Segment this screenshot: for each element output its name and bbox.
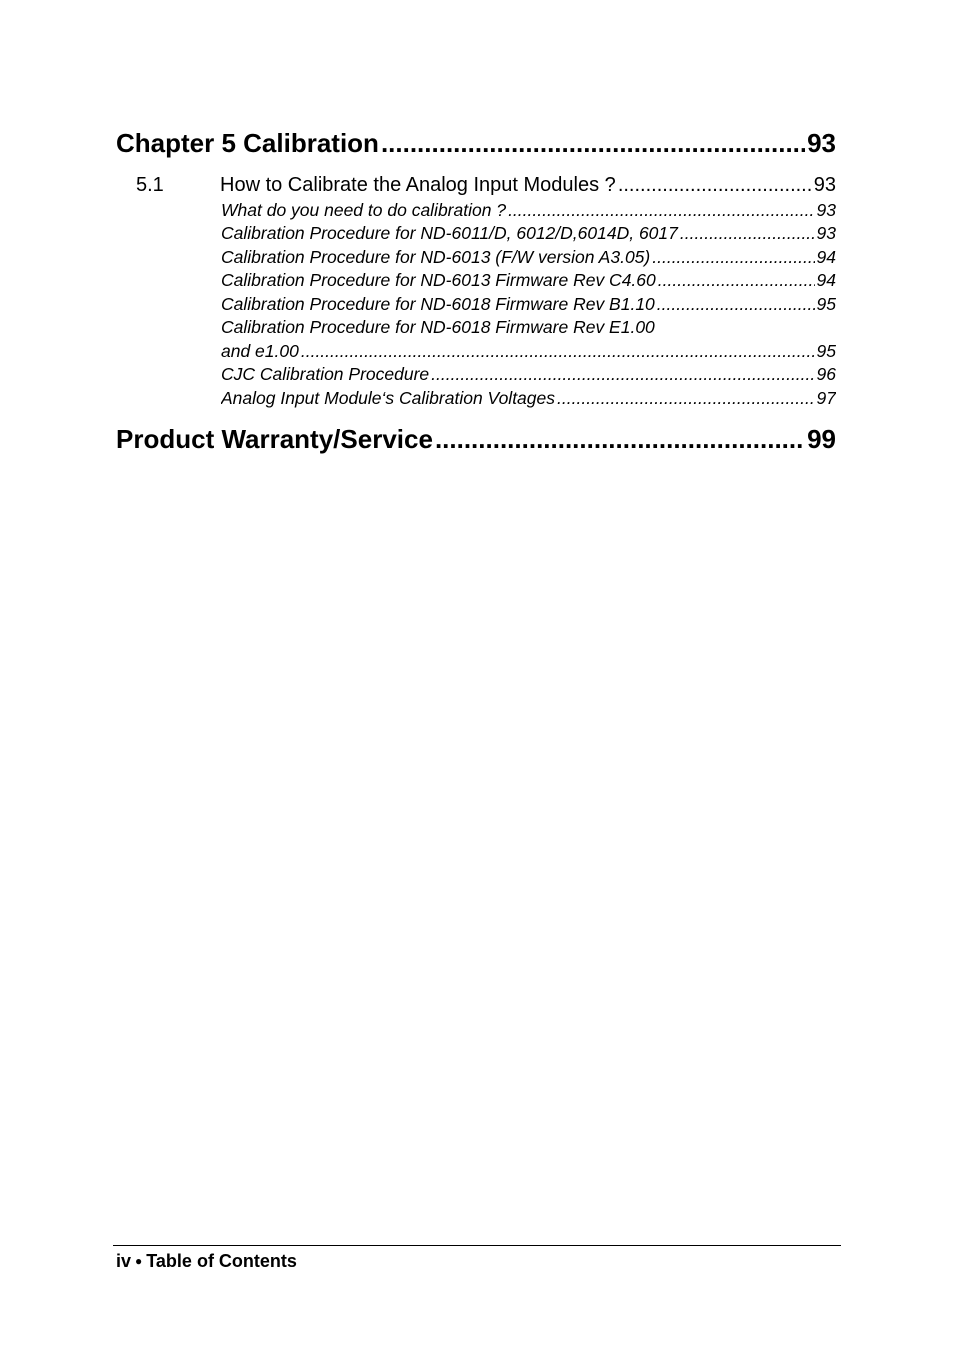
toc-subentry-title: What do you need to do calibration ? [221, 200, 507, 220]
page-footer [116, 1251, 297, 1272]
toc-page-number: 95 [816, 294, 836, 314]
toc-page-number: 94 [816, 247, 836, 267]
dot-leader [618, 174, 812, 197]
dot-leader [381, 128, 805, 159]
toc-page-number: 94 [816, 270, 836, 290]
toc-page-number: 99 [807, 424, 836, 454]
toc-chapter-title: Product Warranty/Service [116, 424, 433, 454]
toc-chapter-title: Chapter 5 Calibration [116, 128, 379, 158]
footer-rule [113, 1245, 841, 1246]
toc-subentry[interactable] [221, 200, 836, 221]
toc-page-number: 93 [813, 174, 836, 196]
toc-subentry-title: Calibration Procedure for ND-6013 Firmware Rev C4.60 [221, 270, 656, 290]
toc-product-warranty[interactable] [116, 424, 836, 455]
toc-subentry-title: Calibration Procedure for ND-6011/D, 6012/D,6014D, 6017 [221, 223, 678, 243]
toc-section-title: How to Calibrate the Analog Input Modules ? [220, 174, 616, 196]
dot-leader [557, 388, 815, 409]
toc-subentry[interactable] [221, 294, 836, 315]
toc-chapter-5[interactable] [116, 128, 836, 159]
dot-leader [435, 424, 805, 455]
toc-subentry-title: Calibration Procedure for ND-6013 (F/W version A3.05) [221, 247, 651, 267]
footer-page-label: iv [116, 1251, 132, 1271]
toc-subentry-title: CJC Calibration Procedure [221, 364, 430, 384]
toc-subentry[interactable] [221, 388, 836, 409]
footer-section-title: Table of Contents [146, 1251, 297, 1271]
dot-leader [680, 223, 815, 244]
footer-bullet: ● [135, 1254, 143, 1268]
toc-page-number: 95 [816, 341, 836, 361]
dot-leader [657, 294, 815, 315]
toc-page-number: 96 [816, 364, 836, 384]
dot-leader [658, 270, 815, 291]
toc-subentry[interactable] [221, 247, 836, 268]
toc-subentry-title: Calibration Procedure for ND-6018 Firmware Rev B1.10 [221, 294, 655, 314]
toc-subentry[interactable] [221, 270, 836, 291]
toc-subentry-title: Analog Input Module‘s Calibration Voltages [221, 388, 556, 408]
toc-subentry[interactable] [221, 341, 836, 362]
toc-page-number: 97 [816, 388, 836, 408]
toc-subentry-title-line1[interactable]: Calibration Procedure for ND-6018 Firmware Rev E1.00 [221, 317, 655, 337]
toc-section-5-1[interactable] [136, 174, 836, 197]
toc-page-number: 93 [816, 200, 836, 220]
toc-subentry-title-line2: and e1.00 [221, 341, 299, 361]
toc-page-number: 93 [816, 223, 836, 243]
toc-subentry[interactable] [221, 223, 836, 244]
toc-subentry[interactable] [221, 364, 836, 385]
toc-section-number: 5.1 [136, 174, 164, 196]
dot-leader [301, 341, 815, 362]
dot-leader [652, 247, 814, 268]
toc-page-number: 93 [807, 128, 836, 158]
dot-leader [431, 364, 814, 385]
dot-leader [508, 200, 814, 221]
